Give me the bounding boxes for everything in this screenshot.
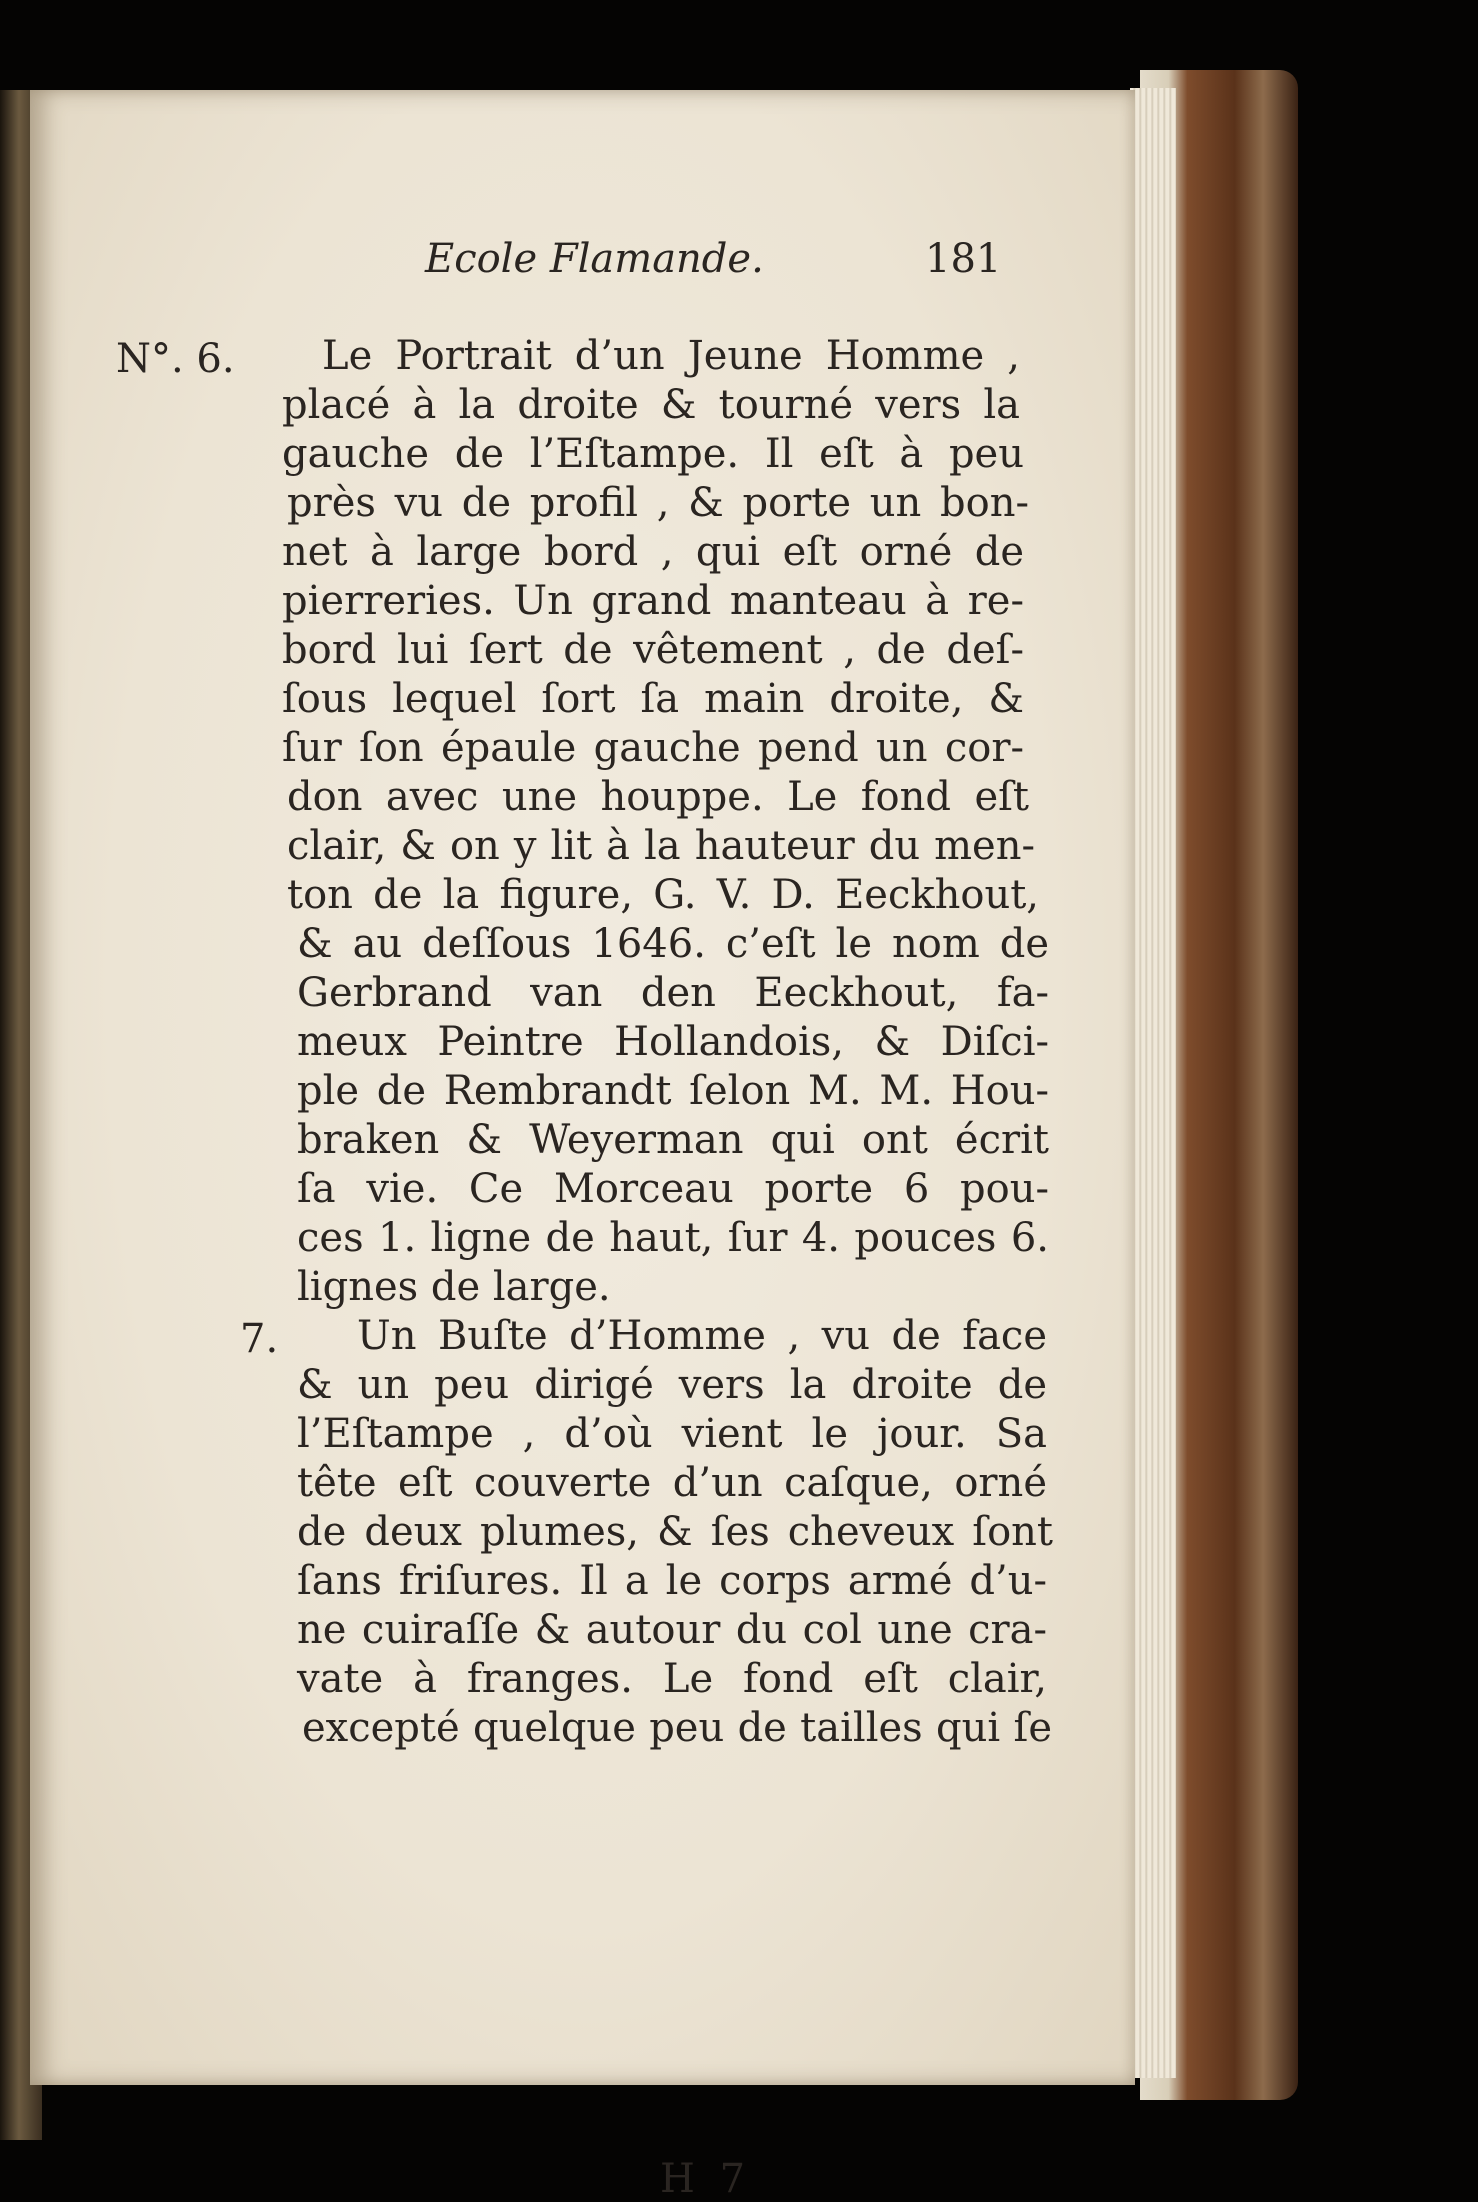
text-line: tête eſt couverte d’un caſque, orné: [297, 1460, 1047, 1506]
text-line: ton de la figure, G. V. D. Eeckhout,: [287, 872, 1039, 918]
text-line: ple de Rembrandt ſelon M. M. Hou-: [297, 1068, 1049, 1114]
text-line: bord lui ſert de vêtement , de deſ-: [282, 627, 1024, 673]
text-line: don avec une houppe. Le fond eſt: [287, 774, 1029, 820]
text-line: ſa vie. Ce Morceau porte 6 pou-: [297, 1166, 1049, 1212]
text-line: pierreries. Un grand manteau à re-: [282, 578, 1024, 624]
text-line: net à large bord , qui eſt orné de: [282, 529, 1024, 575]
text-line: braken & Weyerman qui ont écrit: [297, 1117, 1049, 1163]
text-line: gauche de l’Eſtampe. Il eſt à peu: [282, 431, 1024, 477]
text-line: ſans friſures. Il a le corps armé d’u-: [297, 1558, 1047, 1604]
entry-number-6: N°. 6.: [116, 336, 235, 382]
text-line: ſur ſon épaule gauche pend un cor-: [282, 725, 1024, 771]
text-line: lignes de large.: [297, 1264, 611, 1310]
page-number: 181: [925, 236, 1002, 282]
text-line: Un Buſte d’Homme , vu de face: [357, 1313, 1047, 1359]
text-line: vate à franges. Le fond eſt clair,: [297, 1656, 1047, 1702]
text-line: de deux plumes, & ſes cheveux ſont: [297, 1509, 1053, 1555]
text-line: Gerbrand van den Eeckhout, fa-: [297, 970, 1049, 1016]
entry-number-7: 7.: [240, 1316, 279, 1362]
page-stack-edge: [1130, 88, 1176, 2078]
text-line: près vu de profil , & porte un bon-: [287, 480, 1029, 526]
text-line: ces 1. ligne de haut, ſur 4. pouces 6.: [297, 1215, 1049, 1261]
text-line: & au deſſous 1646. c’eſt le nom de: [297, 921, 1049, 967]
text-line: & un peu dirigé vers la droite de: [297, 1362, 1047, 1408]
running-header: Ecole Flamande.: [425, 236, 764, 282]
text-line: ne cuiraſſe & autour du col une cra-: [297, 1607, 1047, 1653]
text-line: meux Peintre Hollandois, & Diſci-: [297, 1019, 1049, 1065]
text-line: clair, & on y lit à la hauteur du men-: [287, 823, 1035, 869]
signature-mark: H 7: [660, 2156, 752, 2202]
text-line: Le Portrait d’un Jeune Homme ,: [322, 333, 1020, 379]
text-line: placé à la droite & tourné vers la: [282, 382, 1020, 428]
text-line: ſous lequel ſort ſa main droite, &: [282, 676, 1024, 722]
text-line: l’Eſtampe , d’où vient le jour. Sa: [297, 1411, 1047, 1457]
text-line: excepté quelque peu de tailles qui ſe: [302, 1705, 1052, 1751]
